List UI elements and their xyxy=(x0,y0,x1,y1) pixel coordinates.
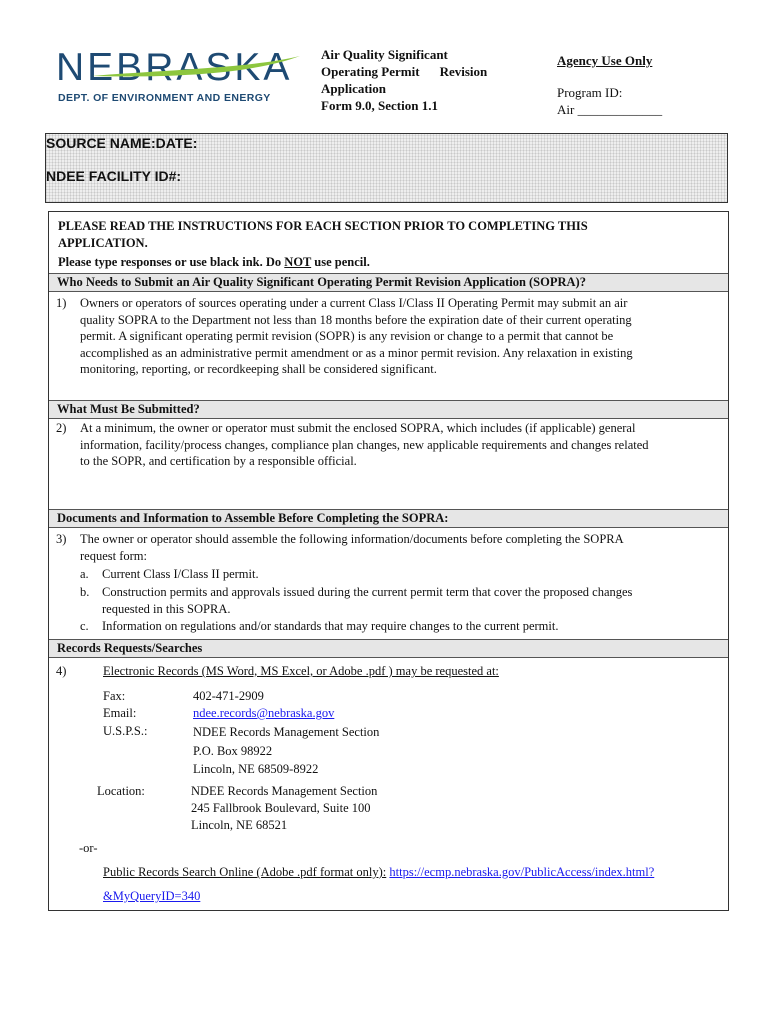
location-label: Location: xyxy=(97,784,145,798)
section-who-number: 1) xyxy=(56,296,67,310)
intro-heading: PLEASE READ THE INSTRUCTIONS FOR EACH SECTION PRIOR TO COMPLETING THIS APPLICATION. xyxy=(58,219,588,250)
source-info-box xyxy=(45,133,728,203)
section-what-heading: What Must Be Submitted? xyxy=(49,400,728,419)
public-records-line xyxy=(103,864,654,881)
doc-item-c-letter: c. xyxy=(80,619,89,633)
form-title-line-3: Application xyxy=(321,81,387,96)
section-what-number: 2) xyxy=(56,421,67,435)
form-title-line-1: Air Quality Significant xyxy=(321,47,448,62)
instructions-box xyxy=(48,211,729,911)
doc-item-b-letter: b. xyxy=(80,585,90,599)
air-blank: _____________ xyxy=(577,102,663,117)
electronic-records-text: Electronic Records (MS Word, MS Excel, or Adobe .pdf ) may be requested at: xyxy=(103,664,499,678)
email-link[interactable]: ndee.records@nebraska.gov xyxy=(193,706,335,720)
email-label: Email: xyxy=(103,706,137,720)
logo-wordmark: NEBRASKA xyxy=(56,46,293,89)
section-docs-heading: Documents and Information to Assemble Before Completing the SOPRA: xyxy=(49,509,728,528)
section-records-number: 4) xyxy=(56,664,67,678)
program-id-label: Program ID: xyxy=(557,85,623,100)
air-field[interactable]: Air _____________ xyxy=(557,102,663,117)
form-title-line-4: Form 9.0, Section 1.1 xyxy=(321,98,438,113)
logo-swoosh-icon xyxy=(52,40,302,92)
fax-label: Fax: xyxy=(103,689,126,703)
fax-value: 402-471-2909 xyxy=(193,689,264,703)
public-records-link[interactable]: https://ecmp.nebraska.gov/PublicAccess/index.html? xyxy=(389,865,655,879)
source-name-date-field[interactable]: SOURCE NAME:DATE: xyxy=(46,135,198,151)
agency-use-only xyxy=(557,52,662,118)
form-title-line-2: Operating Permit Revision xyxy=(321,64,488,79)
public-records-link-continued[interactable]: &MyQueryID=340 xyxy=(103,889,201,903)
doc-item-b: Construction permits and approvals issued during the current permit term that cover the proposed changes requested in this SOPRA. xyxy=(102,585,633,616)
section-who-heading: Who Needs to Submit an Air Quality Significant Operating Permit Revision Application (SOPRA)? xyxy=(49,273,728,292)
doc-item-a: Current Class I/Class II permit. xyxy=(102,567,259,581)
location-address: NDEE Records Management Section 245 Fallbrook Boulevard, Suite 100 Lincoln, NE 68521 xyxy=(191,784,378,832)
agency-title: Agency Use Only xyxy=(557,53,653,68)
doc-item-c: Information on regulations and/or standards that may require changes to the current permit. xyxy=(102,619,559,633)
logo-department: DEPT. OF ENVIRONMENT AND ENERGY xyxy=(58,92,271,104)
form-title xyxy=(321,46,487,114)
nebraska-logo xyxy=(52,40,302,112)
facility-id-field[interactable]: NDEE FACILITY ID#: xyxy=(46,168,182,184)
section-docs-number: 3) xyxy=(56,532,67,546)
usps-address: NDEE Records Management Section P.O. Box 98922 Lincoln, NE 68509-8922 xyxy=(193,725,380,776)
or-separator: -or- xyxy=(79,841,98,855)
section-what-body: At a minimum, the owner or operator must submit the enclosed SOPRA, which includes (if applicable) general information, facility/process changes, compliance plan changes, new applicable requirements and changes related to the SOPR, and certification by a responsible official. xyxy=(80,421,649,468)
ink-instruction: Please type responses or use black ink. Do NOT use pencil. xyxy=(58,255,370,269)
section-records-heading: Records Requests/Searches xyxy=(49,639,728,658)
doc-item-a-letter: a. xyxy=(80,567,89,581)
usps-label: U.S.P.S.: xyxy=(103,724,148,738)
public-records-text: Public Records Search Online (Adobe .pdf format only): xyxy=(103,865,387,879)
section-docs-body: The owner or operator should assemble the following information/documents before completing the SOPRA request form: xyxy=(80,532,624,563)
section-who-body: Owners or operators of sources operating under a current Class I/Class II Operating Permit may submit an air quality SOPRA to the Department not less than 18 months before the expiration date of their current operating permit. A significant operating permit revision (SOPR) is any revision or change to a permit that cannot be accomplished as an administrative permit amendment or as a minor permit revision. Any relaxation in existing monitoring, reporting, or recordkeeping shall be considered significant. xyxy=(80,296,633,376)
